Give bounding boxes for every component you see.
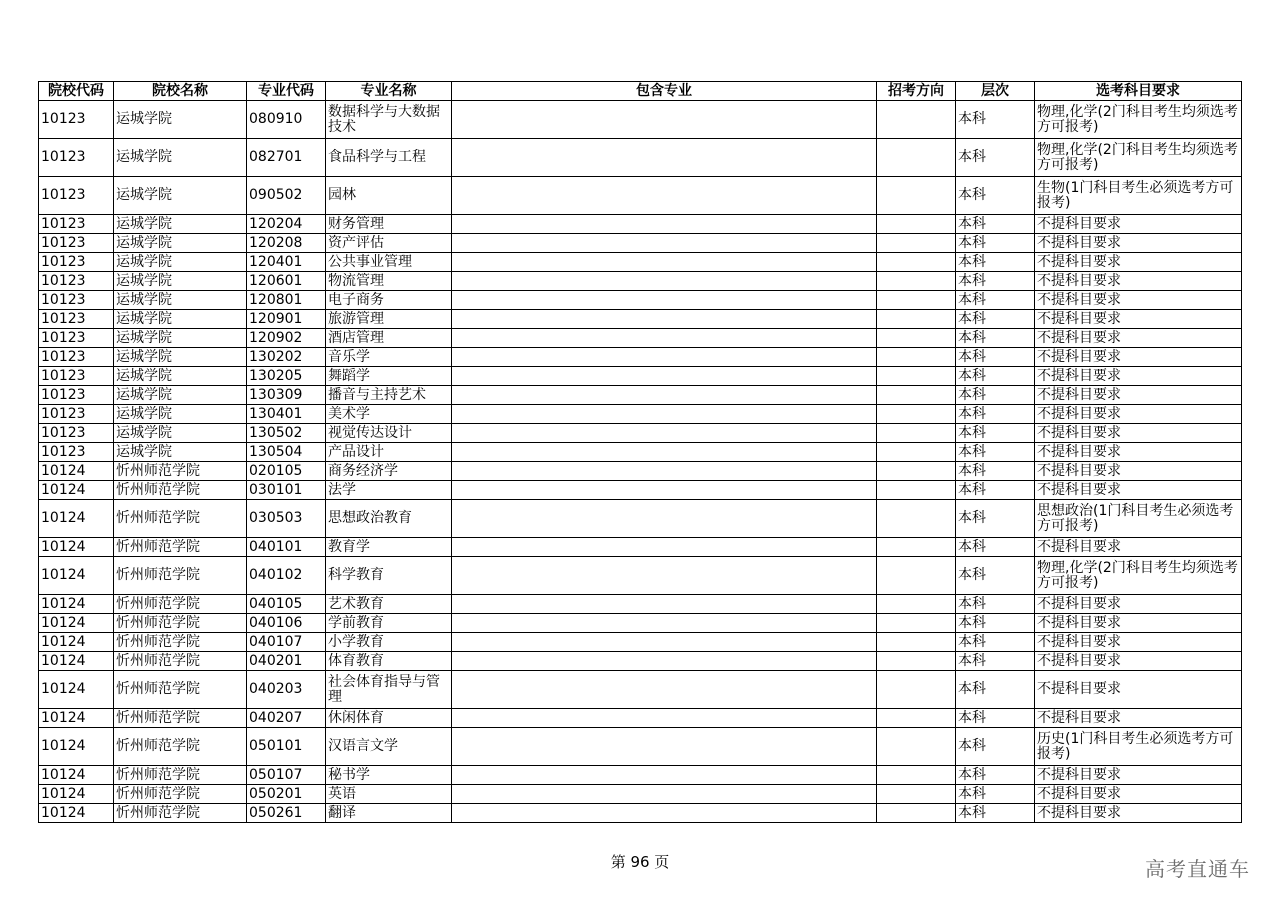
cell-major-code: 040201: [247, 652, 326, 671]
cell-school-code: 10124: [39, 728, 114, 766]
cell-level: 本科: [956, 766, 1035, 785]
cell-school-name: 忻州师范学院: [114, 709, 247, 728]
cell-direction: [877, 652, 956, 671]
cell-major-code: 130401: [247, 405, 326, 424]
table-row: [39, 139, 1242, 177]
cell-school-code: 10124: [39, 557, 114, 595]
cell-included-majors: [452, 709, 877, 728]
cell-major-code: 120208: [247, 234, 326, 253]
cell-included-majors: [452, 595, 877, 614]
cell-subject-requirements: 不提科目要求: [1035, 272, 1242, 291]
cell-major-name: 教育学: [326, 538, 452, 557]
header-major-code: 专业代码: [247, 82, 326, 101]
cell-included-majors: [452, 766, 877, 785]
cell-major-code: 030101: [247, 481, 326, 500]
cell-school-code: 10124: [39, 500, 114, 538]
cell-level: 本科: [956, 215, 1035, 234]
cell-included-majors: [452, 272, 877, 291]
cell-subject-requirements: 不提科目要求: [1035, 386, 1242, 405]
table-row: [39, 386, 1242, 405]
cell-major-code: 130504: [247, 443, 326, 462]
page-number: 第 96 页: [610, 853, 670, 871]
table-row: [39, 728, 1242, 766]
cell-major-code: 120901: [247, 310, 326, 329]
cell-major-name: 商务经济学: [326, 462, 452, 481]
cell-major-code: 030503: [247, 500, 326, 538]
cell-subject-requirements: 不提科目要求: [1035, 291, 1242, 310]
cell-school-code: 10123: [39, 272, 114, 291]
cell-level: 本科: [956, 329, 1035, 348]
cell-level: 本科: [956, 595, 1035, 614]
table-row: [39, 405, 1242, 424]
cell-included-majors: [452, 386, 877, 405]
cell-major-code: 082701: [247, 139, 326, 177]
table-row: [39, 766, 1242, 785]
table-row: [39, 652, 1242, 671]
cell-school-name: 忻州师范学院: [114, 538, 247, 557]
cell-school-code: 10123: [39, 215, 114, 234]
table-header-row: [39, 82, 1242, 101]
cell-major-name: 数据科学与大数据技术: [326, 101, 452, 139]
cell-major-code: 120801: [247, 291, 326, 310]
cell-direction: [877, 348, 956, 367]
cell-major-name: 物流管理: [326, 272, 452, 291]
cell-direction: [877, 671, 956, 709]
cell-school-name: 运城学院: [114, 310, 247, 329]
table-row: [39, 329, 1242, 348]
cell-subject-requirements: 不提科目要求: [1035, 633, 1242, 652]
cell-included-majors: [452, 348, 877, 367]
cell-level: 本科: [956, 177, 1035, 215]
cell-major-code: 090502: [247, 177, 326, 215]
cell-school-code: 10124: [39, 652, 114, 671]
cell-subject-requirements: 不提科目要求: [1035, 804, 1242, 823]
table-row: [39, 272, 1242, 291]
table-row: [39, 177, 1242, 215]
table-row: [39, 215, 1242, 234]
cell-school-code: 10123: [39, 329, 114, 348]
cell-level: 本科: [956, 557, 1035, 595]
cell-school-name: 忻州师范学院: [114, 462, 247, 481]
cell-level: 本科: [956, 614, 1035, 633]
cell-included-majors: [452, 424, 877, 443]
cell-school-name: 忻州师范学院: [114, 614, 247, 633]
table-row: [39, 671, 1242, 709]
cell-major-code: 040203: [247, 671, 326, 709]
cell-school-name: 忻州师范学院: [114, 500, 247, 538]
cell-direction: [877, 329, 956, 348]
cell-level: 本科: [956, 272, 1035, 291]
cell-major-name: 播音与主持艺术: [326, 386, 452, 405]
cell-direction: [877, 538, 956, 557]
cell-subject-requirements: 不提科目要求: [1035, 785, 1242, 804]
cell-school-name: 运城学院: [114, 424, 247, 443]
cell-level: 本科: [956, 310, 1035, 329]
cell-subject-requirements: 不提科目要求: [1035, 614, 1242, 633]
cell-major-name: 社会体育指导与管理: [326, 671, 452, 709]
cell-direction: [877, 234, 956, 253]
cell-school-name: 运城学院: [114, 348, 247, 367]
table-row: [39, 234, 1242, 253]
cell-major-code: 050261: [247, 804, 326, 823]
cell-school-name: 忻州师范学院: [114, 481, 247, 500]
cell-level: 本科: [956, 785, 1035, 804]
cell-school-code: 10123: [39, 310, 114, 329]
cell-subject-requirements: 不提科目要求: [1035, 234, 1242, 253]
table-row: [39, 500, 1242, 538]
cell-level: 本科: [956, 671, 1035, 709]
cell-school-code: 10124: [39, 785, 114, 804]
cell-school-code: 10123: [39, 101, 114, 139]
cell-major-name: 电子商务: [326, 291, 452, 310]
cell-included-majors: [452, 500, 877, 538]
cell-included-majors: [452, 443, 877, 462]
cell-level: 本科: [956, 500, 1035, 538]
cell-included-majors: [452, 329, 877, 348]
cell-school-code: 10124: [39, 709, 114, 728]
cell-major-name: 汉语言文学: [326, 728, 452, 766]
cell-direction: [877, 405, 956, 424]
cell-major-code: 040105: [247, 595, 326, 614]
cell-major-code: 050107: [247, 766, 326, 785]
cell-level: 本科: [956, 386, 1035, 405]
cell-major-code: 130202: [247, 348, 326, 367]
cell-level: 本科: [956, 424, 1035, 443]
cell-included-majors: [452, 785, 877, 804]
cell-major-name: 科学教育: [326, 557, 452, 595]
table-row: [39, 557, 1242, 595]
cell-subject-requirements: 不提科目要求: [1035, 481, 1242, 500]
cell-level: 本科: [956, 538, 1035, 557]
cell-level: 本科: [956, 804, 1035, 823]
table-row: [39, 462, 1242, 481]
cell-major-name: 思想政治教育: [326, 500, 452, 538]
cell-direction: [877, 785, 956, 804]
cell-major-code: 040207: [247, 709, 326, 728]
cell-subject-requirements: 不提科目要求: [1035, 253, 1242, 272]
table-row: [39, 538, 1242, 557]
cell-major-code: 020105: [247, 462, 326, 481]
cell-major-name: 旅游管理: [326, 310, 452, 329]
cell-included-majors: [452, 405, 877, 424]
cell-direction: [877, 272, 956, 291]
cell-direction: [877, 728, 956, 766]
cell-major-name: 艺术教育: [326, 595, 452, 614]
cell-school-code: 10123: [39, 367, 114, 386]
cell-subject-requirements: 不提科目要求: [1035, 405, 1242, 424]
cell-major-name: 法学: [326, 481, 452, 500]
cell-subject-requirements: 不提科目要求: [1035, 424, 1242, 443]
cell-included-majors: [452, 253, 877, 272]
cell-subject-requirements: 不提科目要求: [1035, 652, 1242, 671]
cell-major-code: 130502: [247, 424, 326, 443]
cell-school-code: 10124: [39, 538, 114, 557]
cell-school-name: 忻州师范学院: [114, 728, 247, 766]
cell-level: 本科: [956, 462, 1035, 481]
cell-subject-requirements: 物理,化学(2门科目考生均须选考方可报考): [1035, 139, 1242, 177]
cell-subject-requirements: 物理,化学(2门科目考生均须选考方可报考): [1035, 101, 1242, 139]
header-subject-requirements: 选考科目要求: [1035, 82, 1242, 101]
table-row: [39, 709, 1242, 728]
cell-school-code: 10123: [39, 443, 114, 462]
cell-school-code: 10124: [39, 766, 114, 785]
cell-school-code: 10123: [39, 177, 114, 215]
cell-direction: [877, 386, 956, 405]
cell-level: 本科: [956, 139, 1035, 177]
table-row: [39, 291, 1242, 310]
header-major-name: 专业名称: [326, 82, 452, 101]
cell-level: 本科: [956, 348, 1035, 367]
cell-level: 本科: [956, 291, 1035, 310]
cell-included-majors: [452, 177, 877, 215]
cell-school-name: 运城学院: [114, 386, 247, 405]
cell-included-majors: [452, 614, 877, 633]
table-row: [39, 253, 1242, 272]
cell-level: 本科: [956, 101, 1035, 139]
cell-major-name: 产品设计: [326, 443, 452, 462]
table-row: [39, 101, 1242, 139]
cell-school-name: 运城学院: [114, 101, 247, 139]
header-school-code: 院校代码: [39, 82, 114, 101]
table-row: [39, 633, 1242, 652]
cell-direction: [877, 367, 956, 386]
cell-school-code: 10124: [39, 462, 114, 481]
cell-subject-requirements: 不提科目要求: [1035, 595, 1242, 614]
cell-level: 本科: [956, 443, 1035, 462]
cell-subject-requirements: 思想政治(1门科目考生必须选考方可报考): [1035, 500, 1242, 538]
cell-direction: [877, 253, 956, 272]
cell-major-code: 040107: [247, 633, 326, 652]
cell-major-name: 学前教育: [326, 614, 452, 633]
cell-school-code: 10124: [39, 671, 114, 709]
cell-direction: [877, 709, 956, 728]
cell-major-name: 园林: [326, 177, 452, 215]
table-row: [39, 595, 1242, 614]
cell-included-majors: [452, 481, 877, 500]
cell-subject-requirements: 历史(1门科目考生必须选考方可报考): [1035, 728, 1242, 766]
cell-subject-requirements: 不提科目要求: [1035, 462, 1242, 481]
cell-subject-requirements: 不提科目要求: [1035, 538, 1242, 557]
table-row: [39, 367, 1242, 386]
cell-direction: [877, 291, 956, 310]
cell-major-name: 美术学: [326, 405, 452, 424]
cell-level: 本科: [956, 652, 1035, 671]
cell-major-name: 休闲体育: [326, 709, 452, 728]
cell-subject-requirements: 不提科目要求: [1035, 443, 1242, 462]
cell-major-code: 040106: [247, 614, 326, 633]
cell-school-name: 运城学院: [114, 177, 247, 215]
cell-subject-requirements: 物理,化学(2门科目考生均须选考方可报考): [1035, 557, 1242, 595]
cell-direction: [877, 215, 956, 234]
cell-direction: [877, 424, 956, 443]
cell-included-majors: [452, 215, 877, 234]
cell-school-code: 10123: [39, 234, 114, 253]
cell-major-code: 050201: [247, 785, 326, 804]
cell-subject-requirements: 不提科目要求: [1035, 348, 1242, 367]
cell-major-name: 舞蹈学: [326, 367, 452, 386]
cell-major-name: 财务管理: [326, 215, 452, 234]
cell-included-majors: [452, 538, 877, 557]
cell-school-code: 10124: [39, 614, 114, 633]
cell-school-name: 运城学院: [114, 139, 247, 177]
cell-school-code: 10123: [39, 291, 114, 310]
cell-direction: [877, 481, 956, 500]
cell-school-name: 忻州师范学院: [114, 557, 247, 595]
header-level: 层次: [956, 82, 1035, 101]
cell-major-name: 资产评估: [326, 234, 452, 253]
cell-school-name: 运城学院: [114, 253, 247, 272]
cell-included-majors: [452, 557, 877, 595]
cell-major-name: 食品科学与工程: [326, 139, 452, 177]
cell-school-name: 忻州师范学院: [114, 595, 247, 614]
cell-major-name: 小学教育: [326, 633, 452, 652]
cell-direction: [877, 500, 956, 538]
cell-school-code: 10123: [39, 386, 114, 405]
header-direction: 招考方向: [877, 82, 956, 101]
cell-major-name: 音乐学: [326, 348, 452, 367]
cell-school-name: 运城学院: [114, 291, 247, 310]
cell-school-code: 10123: [39, 405, 114, 424]
cell-school-code: 10123: [39, 424, 114, 443]
cell-level: 本科: [956, 234, 1035, 253]
cell-direction: [877, 310, 956, 329]
cell-subject-requirements: 不提科目要求: [1035, 766, 1242, 785]
cell-direction: [877, 139, 956, 177]
cell-subject-requirements: 不提科目要求: [1035, 367, 1242, 386]
cell-included-majors: [452, 139, 877, 177]
table-row: [39, 424, 1242, 443]
cell-included-majors: [452, 728, 877, 766]
cell-level: 本科: [956, 633, 1035, 652]
header-included-majors: 包含专业: [452, 82, 877, 101]
cell-major-name: 公共事业管理: [326, 253, 452, 272]
cell-school-code: 10124: [39, 481, 114, 500]
cell-major-code: 130309: [247, 386, 326, 405]
cell-school-code: 10124: [39, 595, 114, 614]
cell-subject-requirements: 不提科目要求: [1035, 215, 1242, 234]
cell-school-name: 忻州师范学院: [114, 633, 247, 652]
cell-school-code: 10123: [39, 139, 114, 177]
cell-subject-requirements: 不提科目要求: [1035, 671, 1242, 709]
cell-direction: [877, 101, 956, 139]
cell-school-name: 忻州师范学院: [114, 804, 247, 823]
cell-school-name: 忻州师范学院: [114, 785, 247, 804]
table-row: [39, 785, 1242, 804]
cell-included-majors: [452, 234, 877, 253]
cell-direction: [877, 614, 956, 633]
cell-included-majors: [452, 462, 877, 481]
cell-subject-requirements: 不提科目要求: [1035, 709, 1242, 728]
cell-level: 本科: [956, 253, 1035, 272]
cell-direction: [877, 633, 956, 652]
cell-included-majors: [452, 652, 877, 671]
cell-major-name: 酒店管理: [326, 329, 452, 348]
table-row: [39, 481, 1242, 500]
cell-school-code: 10124: [39, 633, 114, 652]
cell-major-code: 120902: [247, 329, 326, 348]
cell-school-code: 10124: [39, 804, 114, 823]
cell-level: 本科: [956, 481, 1035, 500]
cell-school-name: 运城学院: [114, 405, 247, 424]
cell-school-code: 10123: [39, 348, 114, 367]
cell-major-code: 120601: [247, 272, 326, 291]
cell-major-name: 翻译: [326, 804, 452, 823]
cell-included-majors: [452, 291, 877, 310]
watermark-logo: 高考直通车: [1145, 857, 1250, 881]
cell-included-majors: [452, 633, 877, 652]
cell-direction: [877, 177, 956, 215]
cell-school-name: 运城学院: [114, 272, 247, 291]
cell-major-code: 130205: [247, 367, 326, 386]
cell-level: 本科: [956, 728, 1035, 766]
cell-level: 本科: [956, 405, 1035, 424]
cell-major-code: 040101: [247, 538, 326, 557]
cell-included-majors: [452, 367, 877, 386]
cell-direction: [877, 462, 956, 481]
cell-direction: [877, 443, 956, 462]
cell-included-majors: [452, 671, 877, 709]
cell-direction: [877, 804, 956, 823]
table-row: [39, 804, 1242, 823]
cell-direction: [877, 766, 956, 785]
cell-subject-requirements: 生物(1门科目考生必须选考方可报考): [1035, 177, 1242, 215]
cell-school-name: 忻州师范学院: [114, 766, 247, 785]
cell-major-name: 体育教育: [326, 652, 452, 671]
cell-major-name: 英语: [326, 785, 452, 804]
table-body: [39, 101, 1242, 823]
table-row: [39, 310, 1242, 329]
table-row: [39, 348, 1242, 367]
cell-major-code: 120401: [247, 253, 326, 272]
cell-included-majors: [452, 804, 877, 823]
cell-school-name: 忻州师范学院: [114, 652, 247, 671]
cell-major-name: 秘书学: [326, 766, 452, 785]
table-row: [39, 443, 1242, 462]
cell-included-majors: [452, 310, 877, 329]
cell-direction: [877, 557, 956, 595]
cell-school-name: 运城学院: [114, 215, 247, 234]
cell-school-name: 忻州师范学院: [114, 671, 247, 709]
table-row: [39, 614, 1242, 633]
header-school-name: 院校名称: [114, 82, 247, 101]
cell-included-majors: [452, 101, 877, 139]
cell-major-code: 050101: [247, 728, 326, 766]
admission-table: [38, 81, 1242, 823]
cell-direction: [877, 595, 956, 614]
cell-major-code: 040102: [247, 557, 326, 595]
cell-level: 本科: [956, 709, 1035, 728]
cell-level: 本科: [956, 367, 1035, 386]
cell-school-name: 运城学院: [114, 234, 247, 253]
cell-school-code: 10123: [39, 253, 114, 272]
cell-subject-requirements: 不提科目要求: [1035, 310, 1242, 329]
cell-school-name: 运城学院: [114, 329, 247, 348]
cell-school-name: 运城学院: [114, 367, 247, 386]
cell-subject-requirements: 不提科目要求: [1035, 329, 1242, 348]
cell-major-code: 120204: [247, 215, 326, 234]
cell-major-code: 080910: [247, 101, 326, 139]
cell-major-name: 视觉传达设计: [326, 424, 452, 443]
cell-school-name: 运城学院: [114, 443, 247, 462]
